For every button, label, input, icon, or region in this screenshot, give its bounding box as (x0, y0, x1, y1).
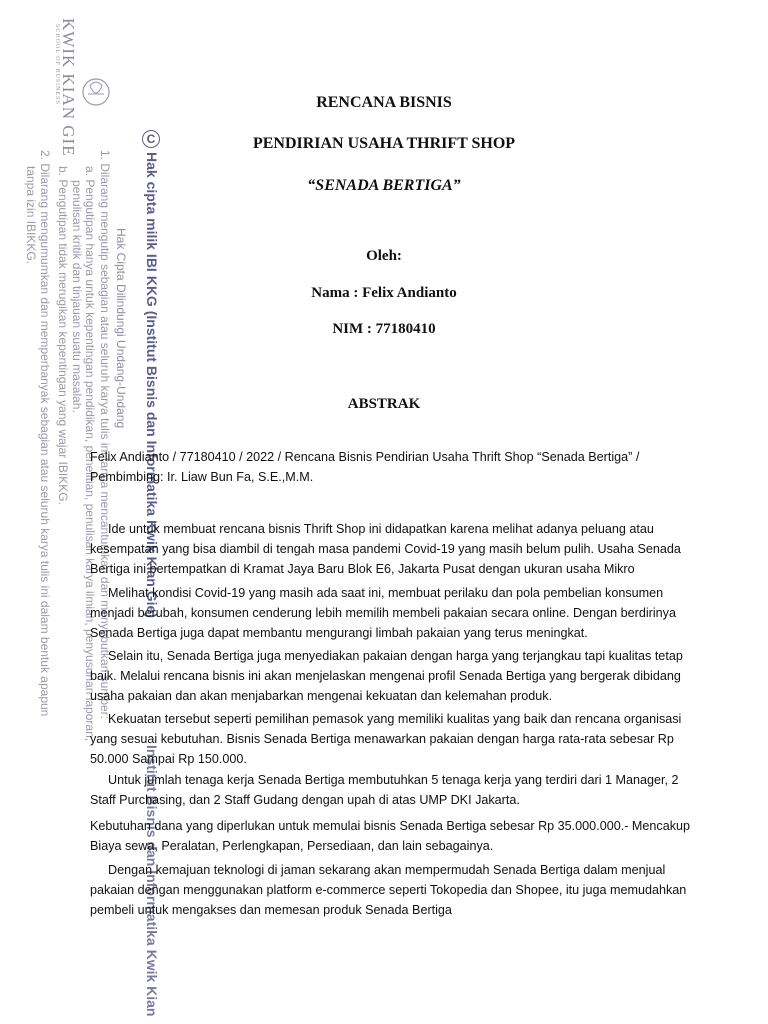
watermark-rule: tanpa izin IBIKKG. (24, 166, 38, 265)
abstract-paragraph: Ide untuk membuat rencana bisnis Thrift Shop ini didapatkan karena melihat adanya peluang atau kesempatan yang bisa diambil di tengah masa pandemi Covid-19 yang masih belum pulih. Usaha Senada Bertiga ini bertempatkan di Kramat Jaya Baru Blok E6, Jakarta Pusat dengan ukuran usaha Mikro (90, 522, 681, 576)
abstract-paragraph: Selain itu, Senada Bertiga juga menyediakan pakaian dengan harga yang terjangkau tapi kualitas tetap baik. Melalui rencana bisnis ini akan menjelaskan mengenai profil Senada Bertiga yang bergerak dibidang usaha pakaian dan akan menjabarkan mengenai kekuatan dan kelemahan produk. (90, 649, 683, 703)
author-name: Nama : Felix Andianto (311, 285, 457, 301)
abstract-paragraph: Kebutuhan dana yang diperlukan untuk memulai bisnis Senada Bertiga sebesar Rp 35.000.000.- Mencakup Biaya sewa, Peralatan, Perlengkapan, Persediaan, dan lain sebagainya. (90, 819, 690, 853)
watermark-brand-sub: SCHOOL OF BUSINESS (54, 24, 60, 105)
watermark-rule: b. Pengutipan tidak merugikan kepentingan yang wajar IBIKKG. (56, 166, 70, 505)
watermark-copyright-text: Hak cipta milik IBI KKG (Institut Bisnis dan Informatika Kwik Kian Gie) (144, 152, 160, 618)
watermark-brand: KWIK KIAN GIE (59, 18, 78, 157)
watermark-institute: Institut Bisnis dan Informatika Kwik Kian (144, 745, 160, 1017)
abstract-paragraph: Dengan kemajuan teknologi di jaman sekarang akan mempermudah Senada Bertiga dalam menjual pakaian dengan menggunakan platform e-commerce seperti Tokopedia dan Shopee, itu juga memudahkan pembeli untuk mengakses dan memesan produk Senada Bertiga (90, 863, 687, 917)
abstract-paragraph: Melihat kondisi Covid-19 yang masih ada saat ini, membuat perilaku dan pola pembelian konsumen menjadi berubah, konsumen cenderung lebih memilih membeli pakaian secara online. Dengan berdirinya Senada Bertiga juga dapat membantu mengurangi limbah pakaian yang terus meningkat. (90, 586, 676, 640)
abstract-meta: Felix Andianto / 77180410 / 2022 / Rencana Bisnis Pendirian Usaha Thrift Shop “Senada Bertiga” / Pembimbing: Ir. Liaw Bun Fa, S.E.,M.M. (90, 450, 640, 484)
author-by-label: Oleh: (366, 248, 402, 264)
abstract-paragraph: Untuk jumlah tenaga kerja Senada Bertiga membutuhkan 5 tenaga kerja yang terdiri dari 1 Manager, 2 Staff Purchasing, dan 2 Staff Gudang dengan upah di atas UMP DKI Jakarta. (90, 773, 679, 807)
copyright-icon: C (142, 130, 160, 148)
watermark-rule: 1. Dilarang mengutip sebagian atau seluruh karya tulis ini tanpa mencantumkan dan menyebutkan sumber: (98, 150, 112, 720)
watermark-protected: Hak Cipta Dilindungi Undang-Undang (114, 228, 128, 429)
doc-title-line1: RENCANA BISNIS (316, 94, 452, 111)
doc-title-line2: PENDIRIAN USAHA THRIFT SHOP (252, 135, 516, 152)
watermark-rule: a. Pengutipan hanya untuk kepentingan pendidikan, penelitian, penulisan karya ilmiah, penyusunan laporan, (83, 166, 97, 742)
watermark-rule: penulisan kritik dan tinjauan suatu masalah. (70, 180, 84, 413)
author-nim: NIM : 77180410 (332, 321, 436, 337)
doc-title-line3: “SENADA BERTIGA” (307, 177, 461, 194)
watermark-rule: 2. Dilarang mengumumkan dan memperbanyak sebagian atau seluruh karya tulis ini dalam bentuk apapun (38, 150, 52, 717)
abstract-paragraph: Kekuatan tersebut seperti pemilihan pemasok yang memiliki kualitas yang baik dan rencana organisasi yang sesuai kebutuhan. Bisnis Senada Bertiga menawarkan pakaian dengan harga rata-rata sebesar Rp 50.000 Sampai Rp 150.000. (90, 712, 682, 766)
abstract-heading: ABSTRAK (347, 396, 421, 412)
